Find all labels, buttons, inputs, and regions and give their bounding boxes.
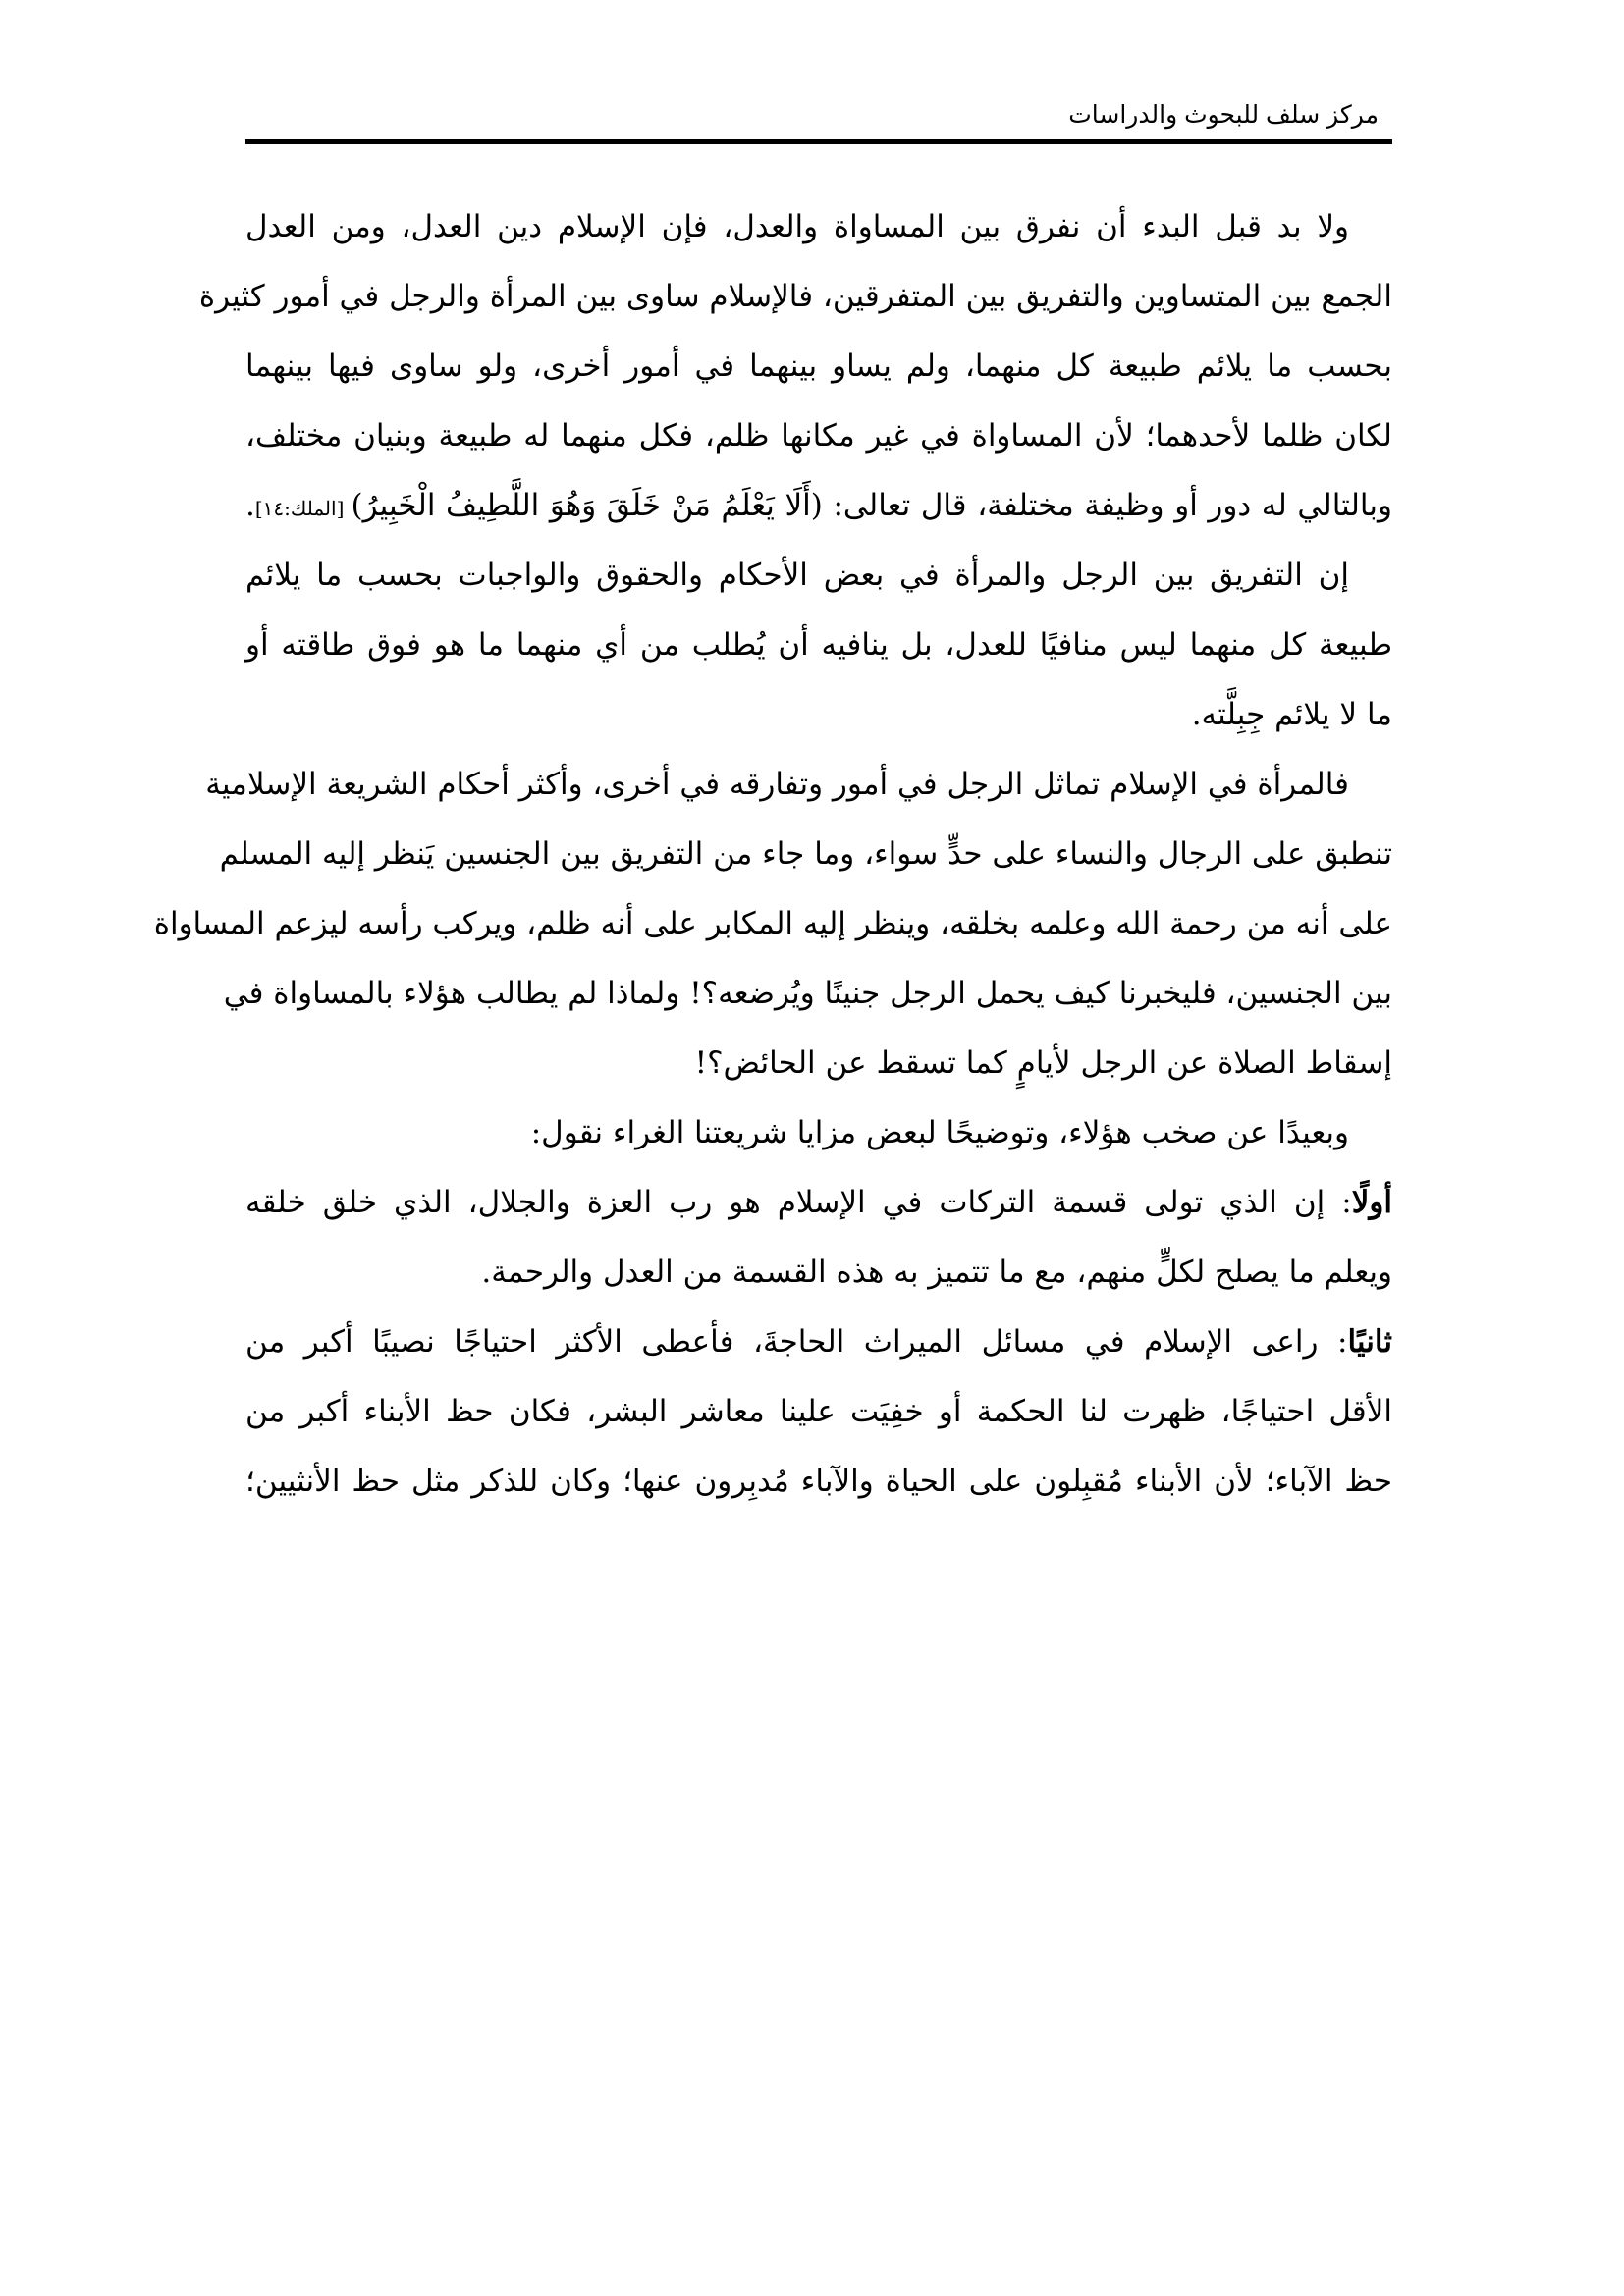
text-line	[245, 1308, 1392, 1377]
paragraph	[245, 541, 1392, 750]
text-line: إن التفريق بين الرجل والمرأة في بعض الأحكام والحقوق والواجبات بحسب ما يلائم	[245, 558, 1349, 593]
text-line: فالمرأة في الإسلام تماثل الرجل في أمور وتفارقه في أخرى، وأكثر أحكام الشريعة الإسلامية	[205, 767, 1349, 802]
quran-verse: (أَلَا يَعْلَمُ مَنْ خَلَقَ وَهُوَ اللَّطِيفُ الْخَبِيرُ)	[351, 488, 823, 523]
text-line: الأقل احتياجًا، ظهرت لنا الحكمة أو خفِيَت علينا معاشر البشر، فكان حظ الأبناء أكبر من	[245, 1394, 1392, 1429]
text-line: بين الجنسين، فليخبرنا كيف يحمل الرجل جنينًا ويُرضعه؟! ولماذا لم يطالب هؤلاء بالمساواة في	[223, 976, 1392, 1011]
text-line: على أنه من رحمة الله وعلمه بخلقه، وينظر إليه المكابر على أنه ظلم، ويركب رأسه ليزعم المساواة	[153, 906, 1392, 941]
paragraph	[245, 1168, 1392, 1308]
text-line: ما لا يلائم جِبِلَّته.	[1191, 697, 1392, 732]
page-header	[245, 90, 1392, 139]
text-line: إسقاط الصلاة عن الرجل لأيامٍ كما تسقط عن الحائض؟!	[694, 1045, 1392, 1081]
text-line: ويعلم ما يصلح لكلٍّ منهم، مع ما تتميز به هذه القسمة من العدل والرحمة.	[481, 1255, 1392, 1290]
text-line: حظ الآباء؛ لأن الأبناء مُقبِلون على الحياة والآباء مُدبِرون عنها؛ وكان للذكر مثل حظ الأنثيين؛	[245, 1464, 1392, 1499]
text-line	[245, 1168, 1392, 1238]
text-line	[245, 471, 1392, 541]
point-label: أولًا	[1351, 1185, 1392, 1220]
paragraph	[198, 192, 1392, 541]
text-segment: وبالتالي له دور أو وظيفة مختلفة، قال تعالى:	[822, 488, 1392, 523]
verse-reference: [الملك:١٤]	[254, 497, 352, 520]
paragraph	[245, 1098, 1392, 1168]
text-line: وبعيدًا عن صخب هؤلاء، وتوضيحًا لبعض مزايا شريعتنا الغراء نقول:	[530, 1115, 1349, 1150]
paragraph	[245, 1308, 1392, 1517]
point-label: ثانيًا	[1347, 1324, 1392, 1360]
header-title: مركز سلف للبحوث والدراسات	[1068, 101, 1379, 129]
text-line: ولا بد قبل البدء أن نفرق بين المساواة والعدل، فإن الإسلام دين العدل، ومن العدل	[245, 209, 1349, 244]
text-segment: .	[245, 488, 255, 523]
text-segment: : راعى الإسلام في مسائل الميراث الحاجةَ، فأعطى الأكثر احتياجًا نصيبًا أكبر من	[245, 1324, 1348, 1360]
text-line: طبيعة كل منهما ليس منافيًا للعدل، بل ينافيه أن يُطلب من أي منهما ما هو فوق طاقته أو	[245, 627, 1392, 663]
text-line: بحسب ما يلائم طبيعة كل منهما، ولم يساو بينهما في أمور أخرى، ولو ساوى فيها بينهما	[245, 348, 1392, 384]
text-line: الجمع بين المتساوين والتفريق بين المتفرقين، فالإسلام ساوى بين المرأة والرجل في أمور كثيرة	[198, 279, 1392, 314]
paragraph	[153, 750, 1392, 1098]
header-divider	[245, 139, 1392, 144]
text-line: تنطبق على الرجال والنساء على حدٍّ سواء، وما جاء من التفريق بين الجنسين يَنظر إليه المسلم	[219, 836, 1392, 872]
document-body	[153, 192, 1392, 1517]
text-line: لكان ظلما لأحدهما؛ لأن المساواة في غير مكانها ظلم، فكل منهما له طبيعة وبنيان مختلف،	[245, 418, 1392, 454]
text-segment: : إن الذي تولى قسمة التركات في الإسلام هو رب العزة والجلال، الذي خلق خلقه	[245, 1185, 1352, 1220]
